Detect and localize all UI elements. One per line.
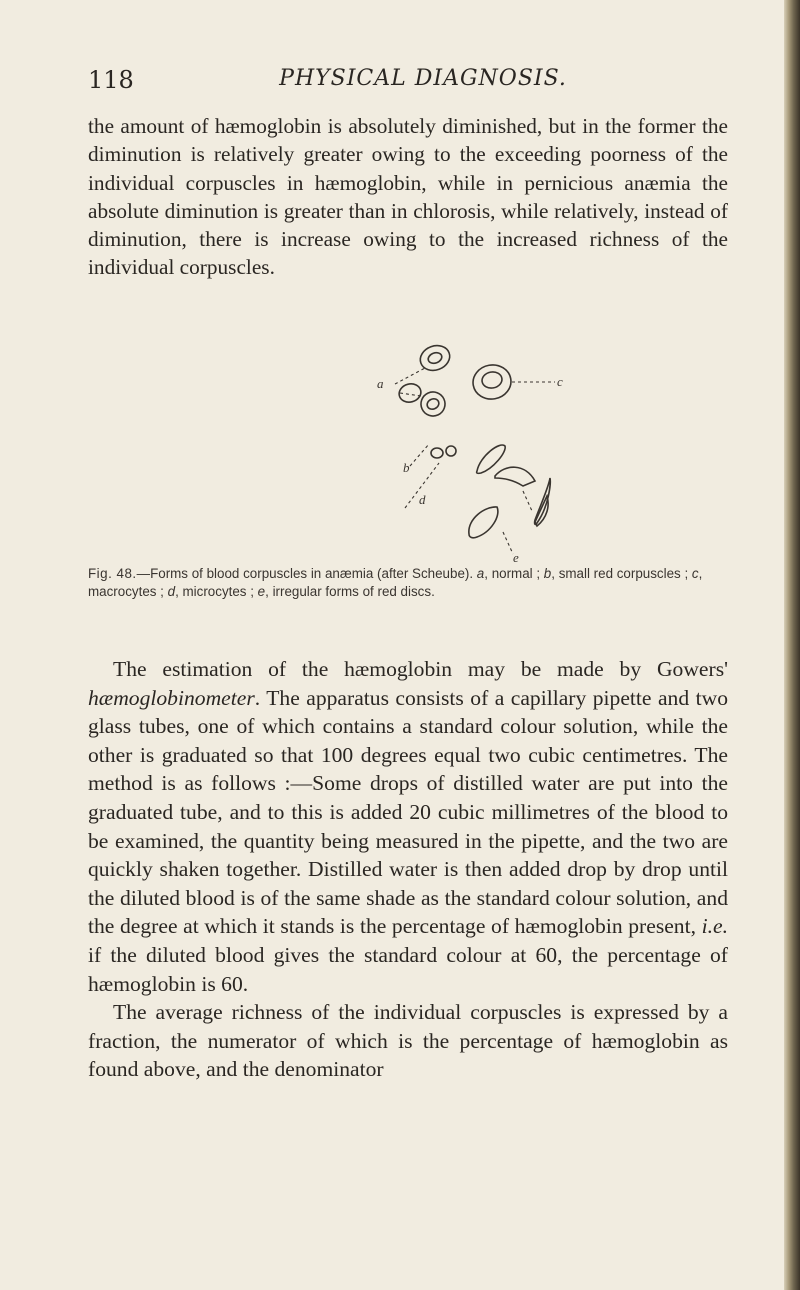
corpuscle-macrocyte-c — [470, 362, 513, 402]
label-c: c — [557, 374, 563, 389]
page-edge — [784, 0, 800, 1290]
label-e: e — [513, 550, 519, 565]
corpuscle-normal — [417, 388, 449, 420]
label-b: b — [403, 460, 410, 475]
label-a: a — [377, 376, 384, 391]
irregular-form-5 — [535, 496, 548, 526]
irregular-form-1 — [477, 445, 506, 473]
corpuscle-small-b — [431, 446, 456, 458]
blood-corpuscle-figure — [377, 336, 605, 576]
page-header — [88, 58, 728, 98]
label-d: d — [419, 492, 426, 507]
paragraph-1: the amount of hæmoglobin is absolutely diminished, but in the former the diminution is relatively greater owing to the exceeding poorness of the individual corpuscles in hæmoglobin, while in pernicious anæmia the absolute diminution is greater than in chlorosis, while relatively, instead of diminution, there is increase owing to the increased richness of the individual corpuscles. — [88, 114, 728, 280]
paragraph-2: The estimation of the hæmoglobin may be made by Gowers' hæmoglobinometer. The apparatus consists of a capillary pipette and two glass tubes, one of which contains a standard colour solution, while the other is graduated so that 100 degrees equal two cubic centimetres. The method is as follows :—Some drops of distilled water are put into the graduated tube, and to this is added 20 cubic millimetres of the blood to be examined, the quantity being measured in the pipette, and the two are quickly shaken together. Distilled water is then added drop by drop until the diluted blood is of the same shade as the standard colour solution, and the degree at which it stands is the percentage of hæmoglobin present, i.e. if the diluted blood gives the standard colour at 60, the percentage of hæmoglobin is 60. — [88, 657, 728, 996]
hemoglobinometer-term: hæmoglobinometer — [88, 685, 255, 710]
running-head: PHYSICAL DIAGNOSIS. — [279, 66, 567, 91]
figure-number: Fig. 48. — [88, 566, 137, 581]
page-number: 118 — [88, 66, 134, 94]
figure-caption: Fig. 48.—Forms of blood corpuscles in anæmia (after Scheube). a, normal ; b, small red corpuscles ; c, macrocytes ; d, microcytes ; e, irregular forms of red discs. — [88, 566, 703, 599]
paragraph-3: The average richness of the individual corpuscles is expressed by a fraction, the numerator of which is the percentage of hæmoglobin as found above, and the denominator — [88, 1000, 728, 1082]
body-text — [88, 655, 728, 1084]
irregular-form-3 — [495, 467, 535, 486]
irregular-form-2 — [469, 507, 498, 538]
